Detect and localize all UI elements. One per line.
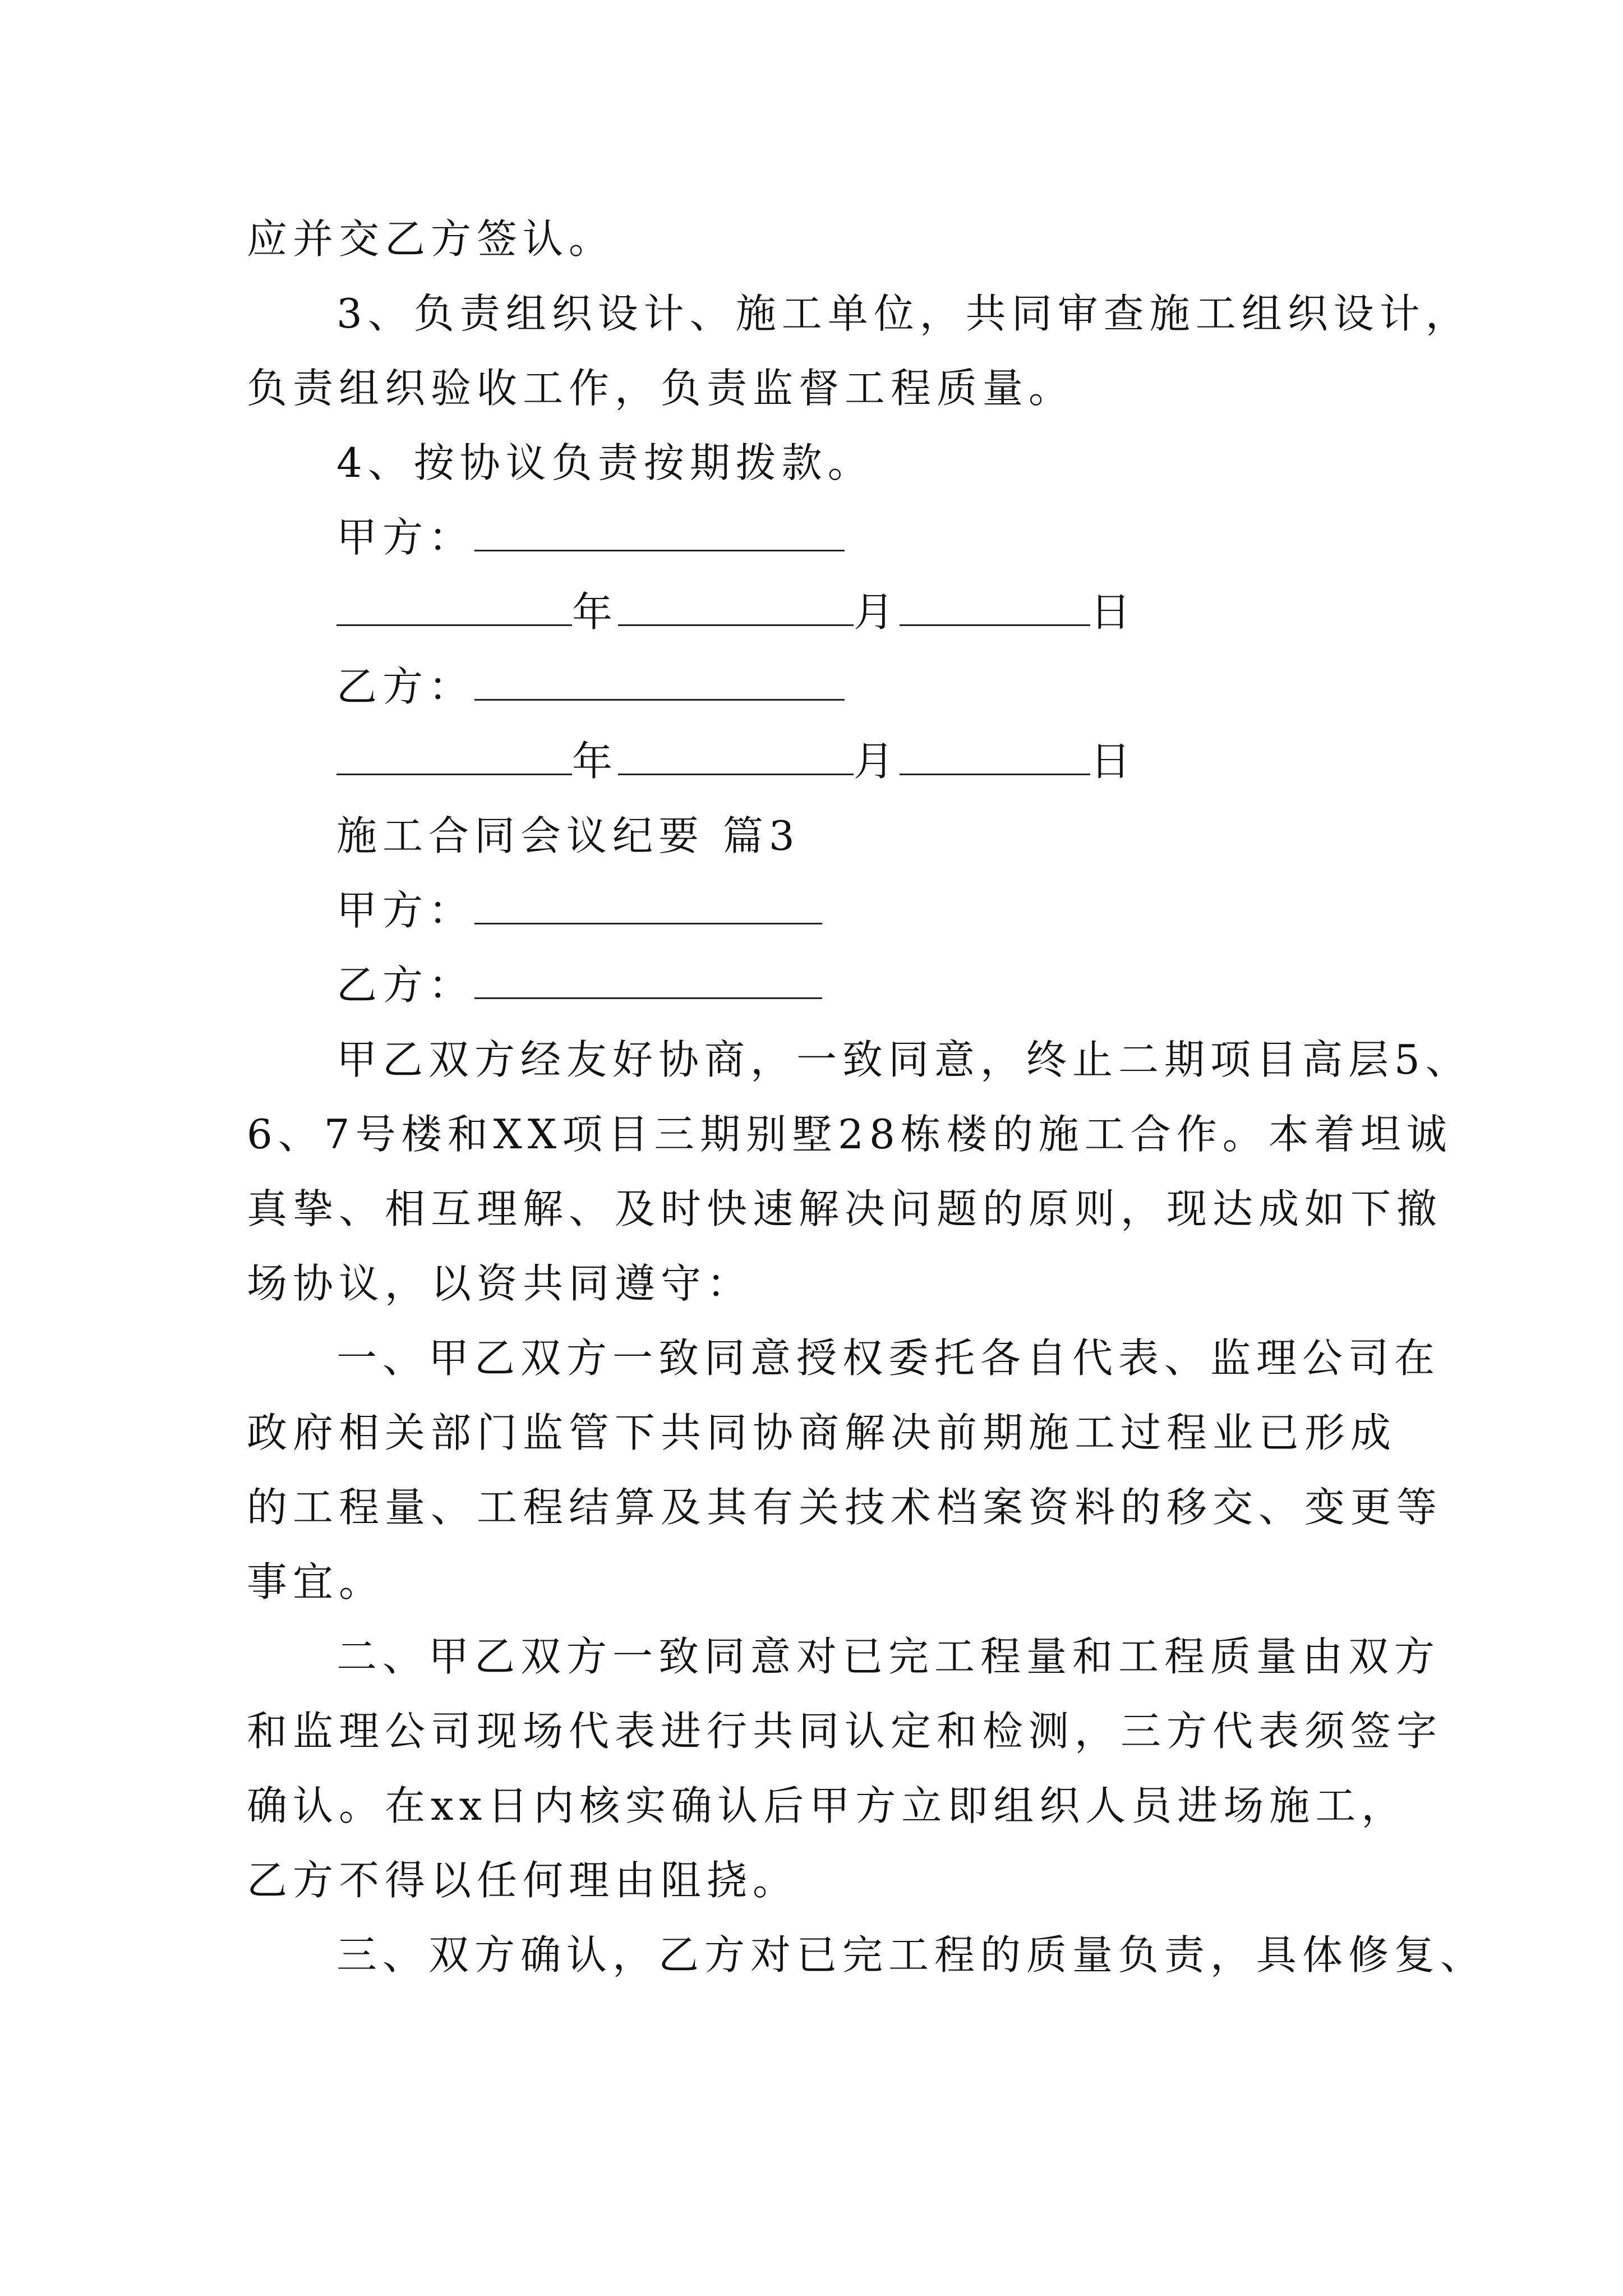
month-blank xyxy=(618,740,854,775)
month-blank xyxy=(618,591,854,626)
party-b-label: 乙方： xyxy=(336,663,475,710)
year-label: 年 xyxy=(572,588,619,636)
party-b-blank xyxy=(474,665,845,701)
clause-two-line: 乙方不得以任何理由阻挠。 xyxy=(247,1857,799,1904)
clause-one-line: 事宜。 xyxy=(247,1558,385,1605)
clause-two-line: 二、甲乙双方一致同意对已完工程量和工程质量由双方 xyxy=(336,1633,1441,1680)
month-label: 月 xyxy=(854,588,900,636)
clause-one-line: 的工程量、工程结算及其有关技术档案资料的移交、变更等 xyxy=(247,1484,1443,1531)
year-label: 年 xyxy=(572,738,619,785)
day-label: 日 xyxy=(1090,738,1137,785)
clause-one-line: 政府相关部门监管下共同协商解决前期施工过程业已形成 xyxy=(247,1409,1397,1456)
party-a-signature-line xyxy=(336,510,845,564)
party-b-blank xyxy=(474,964,822,999)
intro-paragraph-line: 6、7号楼和XX项目三期别墅28栋楼的施工合作。本着坦诚 xyxy=(247,1111,1453,1158)
year-blank xyxy=(336,591,572,626)
clause-one-line: 一、甲乙双方一致同意授权委托各自代表、监理公司在 xyxy=(336,1335,1441,1382)
clause-two-line: 和监理公司现场代表进行共同认定和检测，三方代表须签字 xyxy=(247,1708,1443,1755)
day-blank xyxy=(900,591,1090,626)
party-a-label: 甲方： xyxy=(336,514,475,561)
item-3-line-2: 负责组织验收工作，负责监督工程质量。 xyxy=(247,365,1075,412)
item-3-line-1: 3、负责组织设计、施工单位，共同审查施工组织设计， xyxy=(336,290,1472,337)
party-b-line-2 xyxy=(336,958,822,1012)
intro-paragraph-line: 场协议，以资共同遵守： xyxy=(247,1260,753,1307)
section-title: 施工合同会议纪要 篇3 xyxy=(336,812,800,859)
party-a-blank xyxy=(474,889,822,924)
party-a-label: 甲方： xyxy=(336,887,475,934)
continuation-text: 应并交乙方签认。 xyxy=(247,215,615,263)
month-label: 月 xyxy=(854,738,900,785)
date-line-1 xyxy=(336,585,1136,639)
intro-paragraph-line: 甲乙双方经友好协商，一致同意，终止二期项目高层5、 xyxy=(336,1036,1472,1083)
day-label: 日 xyxy=(1090,588,1137,636)
party-b-label: 乙方： xyxy=(336,961,475,1009)
party-a-line-2 xyxy=(336,884,822,937)
party-a-blank xyxy=(474,516,845,551)
day-blank xyxy=(900,740,1090,775)
year-blank xyxy=(336,740,572,775)
intro-paragraph-line: 真挚、相互理解、及时快速解决问题的原则，现达成如下撤 xyxy=(247,1185,1443,1232)
clause-two-line: 确认。在xx日内核实确认后甲方立即组织人员进场施工， xyxy=(247,1782,1408,1829)
item-4: 4、按协议负责按期拨款。 xyxy=(336,439,874,486)
clause-three-line: 三、双方确认，乙方对已完工程的质量负责，具体修复、 xyxy=(336,1931,1487,1978)
date-line-2 xyxy=(336,734,1136,788)
party-b-signature-line xyxy=(336,660,845,714)
